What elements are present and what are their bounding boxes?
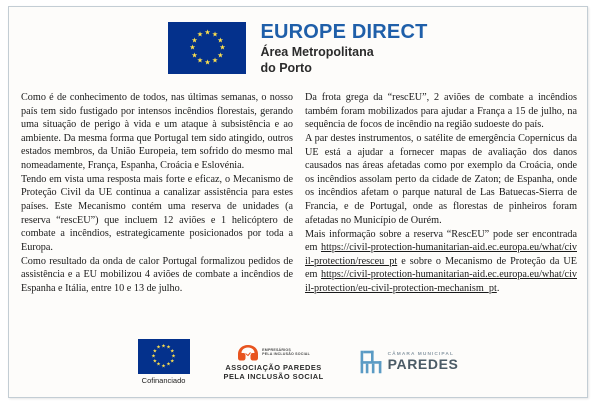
right-column <box>305 91 577 341</box>
apis-name-line2: PELA INCLUSÃO SOCIAL <box>223 372 324 381</box>
eu-star-icon: ★ <box>171 354 176 359</box>
article-columns <box>9 91 587 341</box>
header <box>9 7 587 89</box>
left-column <box>21 91 293 341</box>
eu-star-icon: ★ <box>169 349 175 354</box>
paragraph-left-2: Tendo em vista uma resposta mais forte e eficaz, o Mecanismo de Proteção Civil da UE continua a canalizar assistência para estes países. Este Mecanismo contém uma reserva de unidades (a reserva “rescEU”) que incluem 12 aviões e 1 helicóptero de combate a incêndios, estrategicamente posicionados por toda a Europa. <box>21 173 293 253</box>
eu-star-icon: ★ <box>161 344 166 349</box>
eu-star-icon: ★ <box>166 345 171 351</box>
cofinanciado-logo <box>138 339 190 385</box>
paredes-small-label: CÂMARA MUNICIPAL <box>387 352 454 358</box>
eu-star-icon: ★ <box>217 36 224 44</box>
footer-logos <box>9 333 587 391</box>
brand-title: EUROPE DIRECT <box>260 21 428 44</box>
paredes-text-block <box>388 352 459 372</box>
paragraph-left-1: Como é de conhecimento de todos, nas últimas semanas, o nosso país tem sido fustigado por intensos incêndios florestais, gerando uma situação de perigo à vida e um ataque à subsistência e ao ambiente. Da mesma forma que Portugal tem sido atingido, outros estados membros, da União Europeia, tem sofrido do mesmo mal nomeadamente, França, Espanha, Croácia e Eslovénia. <box>21 92 293 171</box>
document-sheet <box>8 6 588 398</box>
eu-star-icon: ★ <box>191 51 198 59</box>
eu-star-icon: ★ <box>196 56 204 65</box>
chair-icon <box>358 349 384 375</box>
apis-tagline-line2: PELA INCLUSÃO SOCIAL <box>262 352 310 357</box>
eu-star-icon: ★ <box>156 345 161 351</box>
eu-star-icon: ★ <box>204 58 211 67</box>
eu-star-icon: ★ <box>152 349 158 354</box>
apis-tagline <box>262 348 310 357</box>
eu-flag-icon <box>168 22 246 74</box>
info-text-after-link-2: . <box>496 282 500 294</box>
paragraph-left-3: Como resultado da onda de calor Portugal formalizou pedidos de assistência e a EU mobilizou 4 aviões de combate a incêndios de Espanha e Itália, entre 10 e 13 de julho. <box>21 255 293 294</box>
apis-name <box>224 363 324 382</box>
info-text-before-link-1: Mais informação sobre a reserva “RescEU” pode ser encontrada em <box>305 228 577 254</box>
apis-name-line1: ASSOCIAÇÃO PAREDES <box>225 362 322 372</box>
camara-municipal-paredes-logo <box>358 349 459 375</box>
eu-star-icon: ★ <box>166 362 171 368</box>
paragraph-right-1: Da frota grega da “rescEU”, 2 aviões de combate a incêndios também foram mobilizados para ajudar a França a 15 de julho, na sequência de focos de incêndio na região sudoeste do país. <box>305 92 577 131</box>
eu-star-icon: ★ <box>156 362 161 368</box>
cofinanciado-label: Cofinanciado <box>141 376 186 385</box>
paragraph-right-3 <box>305 228 577 296</box>
eu-star-icon: ★ <box>217 51 224 59</box>
brand-subtitle-line2: do Porto <box>260 60 312 75</box>
eu-star-icon: ★ <box>189 43 196 52</box>
eu-civil-protection-mechanism-link[interactable]: https://civil-protection-humanitarian-aid.ec.europa.eu/what/civil-protection/eu-civil-protection-mechanism_pt <box>305 269 577 294</box>
brand-subtitle-line1: Área Metropolitana <box>260 45 374 60</box>
info-text-between-links: e sobre o Mecanismo de Proteção da UE em <box>305 255 577 281</box>
eu-star-icon: ★ <box>169 359 175 364</box>
eu-star-icon: ★ <box>161 364 166 369</box>
paragraph-right-2: A par destes instrumentos, o satélite de emergência Copernicus da UE está a ajudar a fornecer mapas de avaliação dos danos causados nas áreas afetadas como por exemplo da Croácia, onde os incêndios assolam perto da cidade de Zaton; de Espanha, onde os incêndios afetam o parque natural de Las Batuecas-Sierra de Francia, e de Portugal, onde as florestas de pinheiros foram afetadas no Município de Ourém. <box>305 133 577 226</box>
eu-star-icon: ★ <box>196 30 204 39</box>
resceu-link[interactable]: https://civil-protection-humanitarian-aid.ec.europa.eu/what/civil-protection/resceu_pt <box>305 242 577 267</box>
paredes-big-label: PAREDES <box>387 356 459 373</box>
eu-star-icon: ★ <box>152 359 158 364</box>
eu-star-icon: ★ <box>151 354 156 359</box>
apis-handshake-icon <box>237 343 259 362</box>
eu-star-icon: ★ <box>191 36 198 44</box>
brand-block <box>260 21 427 75</box>
eu-star-icon: ★ <box>204 28 211 37</box>
eu-star-icon: ★ <box>211 30 219 39</box>
eu-flag-small-icon <box>138 339 190 374</box>
associacao-paredes-logo <box>224 343 324 382</box>
apis-top-row <box>237 343 310 362</box>
apis-tagline-line1: EMPRESÁRIOS <box>262 347 291 352</box>
eu-star-icon: ★ <box>211 56 219 65</box>
eu-star-icon: ★ <box>219 43 226 52</box>
